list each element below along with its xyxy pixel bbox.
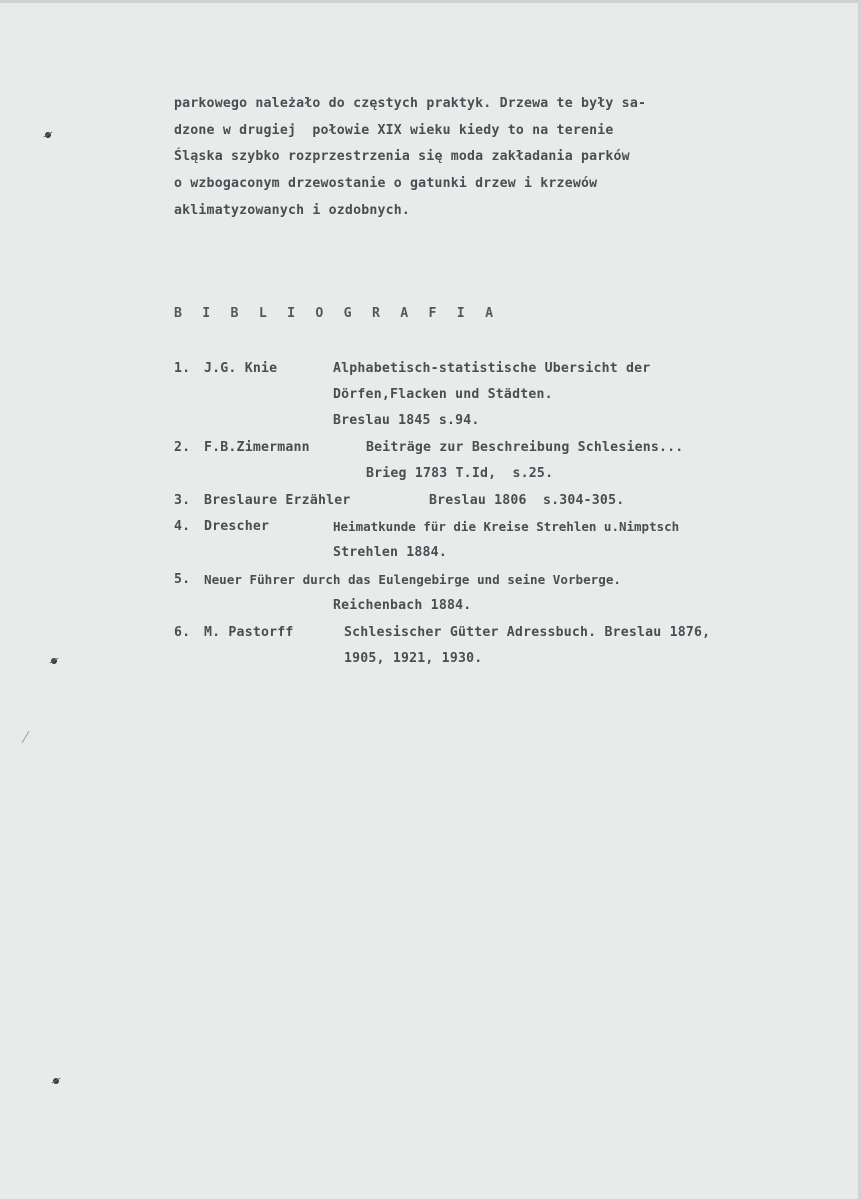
punch-hole-icon [45, 132, 51, 138]
entry-publication: Breslau 1845 s.94. [333, 413, 480, 428]
punch-hole-icon [51, 658, 57, 664]
paper-mark [22, 731, 30, 744]
entry-title: Dörfen,Flacken und Städten. [333, 387, 553, 402]
entry-publication: Breslau 1806 s.304-305. [429, 493, 625, 508]
entry-author: Breslaure Erzähler [204, 493, 351, 508]
entry-publication: Brieg 1783 T.Id, s.25. [366, 466, 554, 481]
entry-author: Drescher [204, 519, 270, 534]
paragraph-line: aklimatyzowanych i ozdobnych. [174, 203, 411, 218]
entry-title: Neuer Führer durch das Eulengebirge und seine Vorberge. [204, 572, 622, 587]
entry-publication: 1905, 1921, 1930. [344, 651, 483, 666]
entry-author: J.G. Knie [204, 361, 278, 376]
paragraph-line: dzone w drugiej połowie XIX wieku kiedy to na terenie [174, 123, 614, 138]
entry-title: Alphabetisch-statistische Ubersicht der [333, 361, 651, 376]
entry-title: Beiträge zur Beschreibung Schlesiens... [366, 440, 684, 455]
bibliography-heading: B I B L I O G R A F I A [174, 306, 500, 321]
paragraph-line: o wzbogaconym drzewostanie o gatunki drzew i krzewów [174, 176, 598, 191]
entry-number: 3. [174, 493, 191, 508]
entry-number: 1. [174, 361, 191, 376]
paragraph-line: parkowego należało do częstych praktyk. Drzewa te były sa- [174, 96, 647, 111]
punch-hole-icon [53, 1078, 59, 1084]
entry-number: 4. [174, 519, 191, 534]
paragraph-line: Śląska szybko rozprzestrzenia się moda zakładania parków [174, 149, 630, 164]
entry-author: F.B.Zimermann [204, 440, 310, 455]
entry-title: Heimatkunde für die Kreise Strehlen u.Nimptsch [333, 519, 680, 534]
entry-author: M. Pastorff [204, 625, 294, 640]
entry-publication: Strehlen 1884. [333, 545, 447, 560]
entry-number: 6. [174, 625, 191, 640]
entry-number: 5. [174, 572, 191, 587]
entry-number: 2. [174, 440, 191, 455]
entry-publication: Reichenbach 1884. [333, 598, 472, 613]
entry-publication: Schlesischer Gütter Adressbuch. Breslau 1876, [344, 625, 711, 640]
